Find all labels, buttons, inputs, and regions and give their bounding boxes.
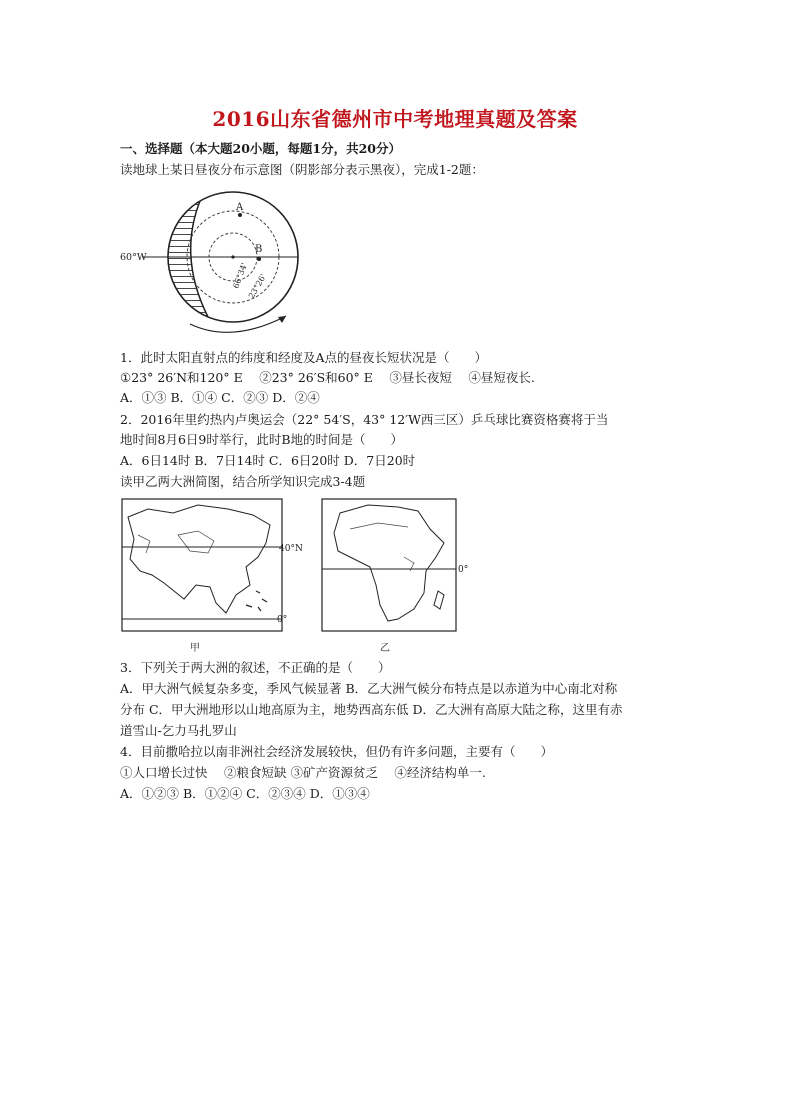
q2-answers: A．6日14时 B．7日14时 C．6日20时 D．7日20时	[120, 453, 416, 468]
point-a	[238, 213, 242, 217]
africa-map-frame	[322, 499, 456, 631]
section-heading: 一、选择题（本大题20小题，每题1分，共20分）	[120, 141, 401, 156]
caption-right: 乙	[380, 643, 390, 654]
intro-text-2: 读甲乙两大洲简图，结合所学知识完成3-4题	[120, 474, 366, 489]
q2-stem-line2: 地时间8月6日9时举行，此时B地的时间是（ ）	[120, 432, 404, 447]
q3-line1: A．甲大洲气候复杂多变，季风气候显著 B．乙大洲气候分布特点是以赤道为中心南北对称	[120, 681, 618, 696]
label-40n: 40°N	[279, 544, 303, 554]
pole-point	[231, 255, 234, 258]
label-b: B	[255, 244, 263, 255]
q1-stem: 1．此时太阳直射点的纬度和经度及A点的昼夜长短状况是（ ）	[120, 350, 487, 365]
label-lat-23: 23°26'	[246, 272, 269, 300]
label-60w: 60°W	[120, 252, 147, 263]
caption-left: 甲	[190, 643, 200, 654]
night-area	[168, 201, 208, 317]
africa-outline	[334, 505, 444, 621]
asia-outline	[128, 505, 270, 613]
asia-detail-1	[178, 531, 214, 553]
q3-line3: 道雪山-乞力马扎罗山	[120, 723, 237, 738]
asia-map-frame	[122, 499, 282, 631]
label-0-left: 0°	[277, 615, 288, 625]
continent-maps-figure	[118, 495, 468, 655]
asia-detail-2	[138, 535, 150, 553]
page-title: 2016山东省德州市中考地理真题及答案	[212, 107, 578, 131]
q1-options: ①23° 26′N和120° E ②23° 26′S和60° E ③昼长夜短 ④昼短夜长.	[120, 370, 535, 385]
intro-text-1: 读地球上某日昼夜分布示意图（阴影部分表示黑夜），完成1-2题：	[120, 162, 484, 177]
q4-answers: A．①②③ B．①②④ C．②③④ D．①③④	[120, 786, 370, 801]
madagascar	[434, 591, 444, 609]
q1-answers: A．①③ B．①④ C．②③ D．②④	[120, 390, 320, 405]
label-0-right: 0°	[458, 565, 468, 575]
asia-islands	[246, 591, 267, 611]
point-b	[257, 257, 261, 261]
q2-stem-line1: 2．2016年里约热内卢奥运会（22° 54′S，43° 12′W西三区）乒乓球比赛资格赛将于当	[120, 412, 609, 427]
q4-options: ①人口增长过快 ②粮食短缺 ③矿产资源贫乏 ④经济结构单一.	[120, 765, 486, 780]
rotation-arrow	[190, 316, 286, 332]
africa-detail	[350, 523, 414, 571]
q3-stem: 3．下列关于两大洲的叙述，不正确的是（ ）	[120, 660, 391, 675]
q3-line2: 分布 C．甲大洲地形以山地高原为主，地势西高东低 D．乙大洲有高原大陆之称，这里有赤	[120, 702, 623, 717]
day-night-figure	[120, 186, 310, 346]
q4-stem: 4．目前撒哈拉以南非洲社会经济发展较快，但仍有许多问题，主要有（ ）	[120, 744, 553, 759]
label-lat-66: 66°34'	[231, 261, 249, 290]
label-a: A	[236, 202, 244, 213]
